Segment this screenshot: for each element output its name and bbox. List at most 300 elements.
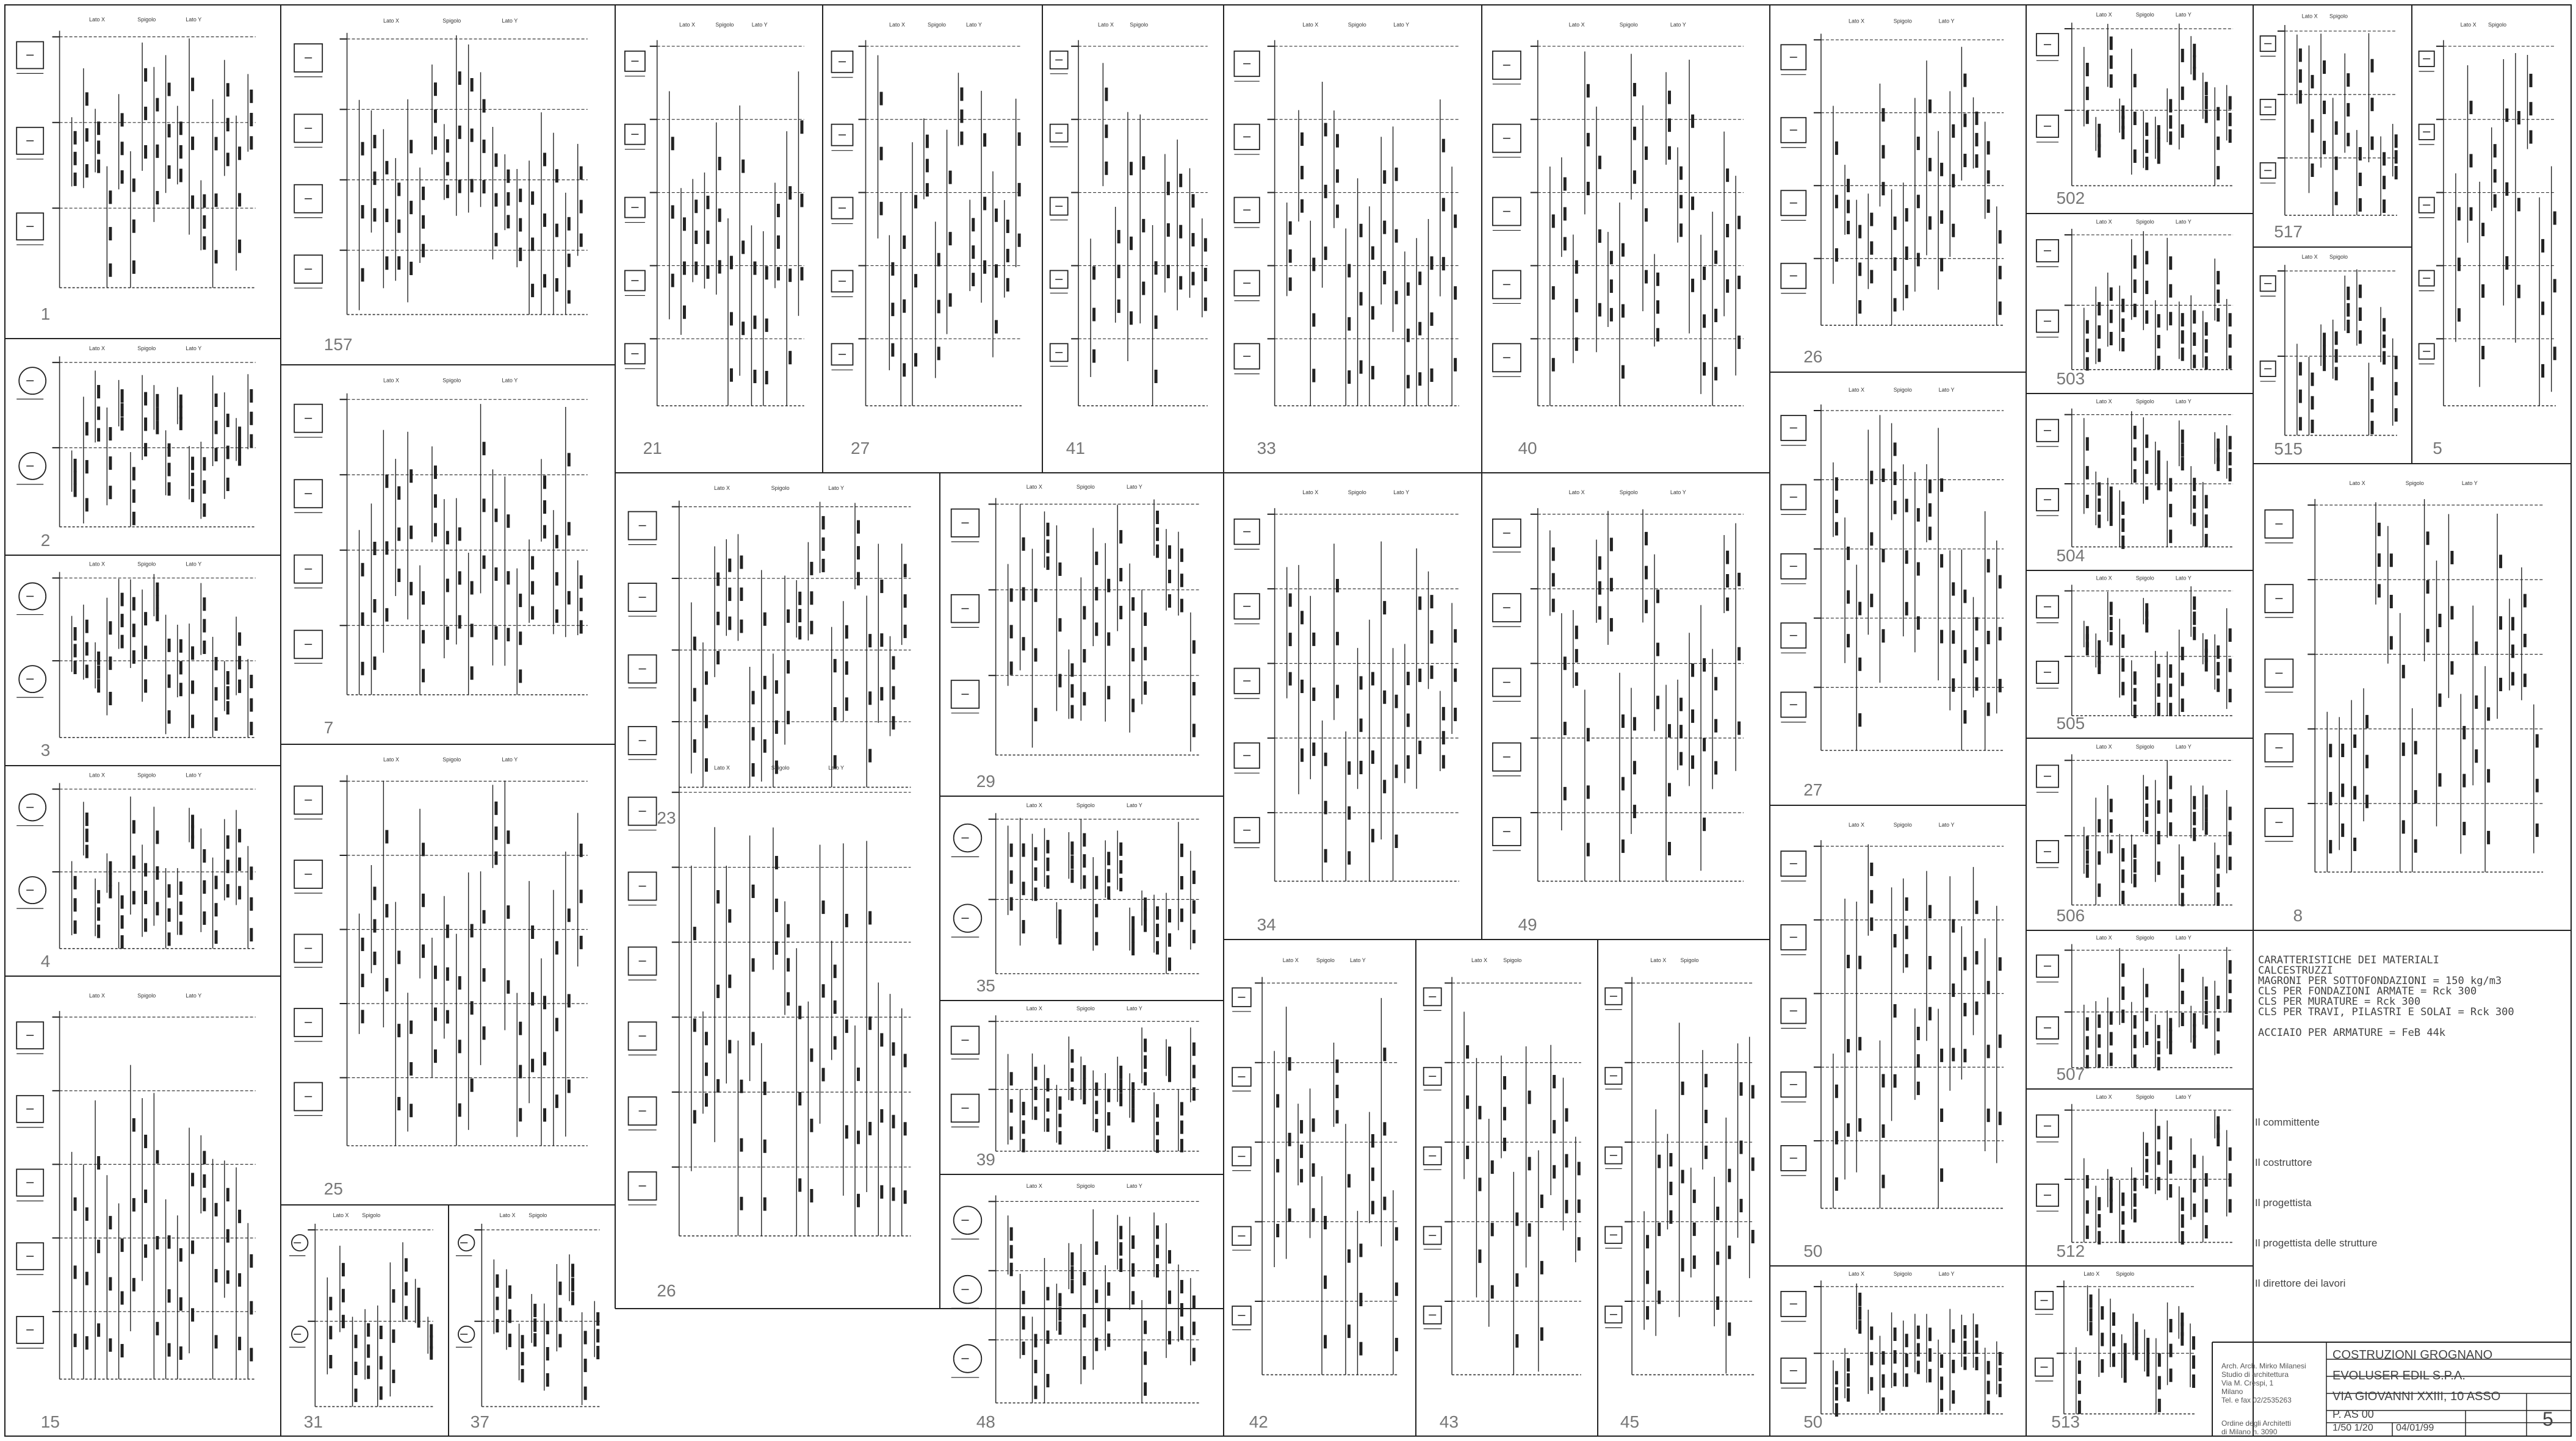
tag-label: Spigolo xyxy=(1893,1270,1912,1277)
rebar-label xyxy=(250,699,253,712)
rebar-label xyxy=(2121,1211,2124,1224)
column-panel xyxy=(16,772,256,971)
rebar-label xyxy=(1324,185,1327,198)
rebar-label xyxy=(2181,444,2184,457)
rebar-label xyxy=(496,1319,499,1332)
rebar-label xyxy=(1691,710,1694,723)
rebar-label xyxy=(250,1254,253,1268)
rebar-label xyxy=(1975,1002,1979,1015)
tag-label: Lato X xyxy=(2096,398,2112,405)
tag-label: Spigolo xyxy=(2135,935,2154,941)
rebar-label xyxy=(892,1187,895,1201)
rebar-label xyxy=(2193,627,2196,640)
rebar-label xyxy=(2181,1013,2184,1026)
rebar-label xyxy=(2121,519,2124,532)
rebar-label xyxy=(1348,761,1351,775)
rebar-label xyxy=(2134,844,2137,858)
tag-label: Spigolo xyxy=(442,377,461,384)
rebar-label xyxy=(1952,124,1955,138)
rebar-label xyxy=(904,625,907,638)
rebar-label xyxy=(1070,841,1073,855)
rebar-label xyxy=(2169,530,2172,543)
rebar-label xyxy=(109,621,112,634)
tag-label: Lato Y xyxy=(2461,480,2478,487)
rebar-label xyxy=(85,1272,88,1285)
rebar-label xyxy=(507,170,510,183)
rebar-label xyxy=(1881,182,1885,195)
rebar-label xyxy=(1633,83,1636,96)
rebar-label xyxy=(2323,332,2326,346)
rebar-label xyxy=(1575,261,1578,274)
rebar-label xyxy=(716,612,720,625)
rebar-label xyxy=(787,711,790,724)
rebar-label xyxy=(1894,442,1897,456)
rebar-label xyxy=(2505,182,2508,196)
rebar-label xyxy=(822,900,825,914)
column-panel xyxy=(1493,489,1744,934)
rebar-label xyxy=(2181,1231,2184,1245)
tag-label: Spigolo xyxy=(2488,21,2506,28)
rebar-label xyxy=(1940,1168,1943,1182)
rebar-label xyxy=(1070,1280,1073,1293)
rebar-label xyxy=(97,666,100,679)
rebar-label xyxy=(2347,303,2350,317)
rebar-label xyxy=(1905,1354,1908,1367)
rebar-label xyxy=(1905,954,1908,968)
rebar-label xyxy=(2121,338,2124,351)
tag-label: Lato X xyxy=(2096,218,2112,225)
rebar-label xyxy=(1587,728,1590,741)
tag-label: Lato X xyxy=(1026,802,1042,808)
rebar-label xyxy=(1681,1258,1684,1271)
panel-number: 5 xyxy=(2433,439,2442,458)
rebar-label xyxy=(2086,1200,2089,1213)
rebar-label xyxy=(1515,1212,1518,1226)
rebar-label xyxy=(2205,794,2208,808)
rebar-label xyxy=(179,639,182,653)
rebar-label xyxy=(531,556,534,570)
rebar-label xyxy=(1835,477,1838,491)
rebar-label xyxy=(507,830,510,844)
tag-label: Spigolo xyxy=(442,17,461,24)
rebar-label xyxy=(1905,208,1908,221)
rebar-label xyxy=(2395,150,2398,164)
rebar-label xyxy=(109,456,112,470)
panel-number: 31 xyxy=(303,1412,323,1431)
rebar-label xyxy=(2086,495,2089,508)
rebar-label xyxy=(800,267,803,281)
rebar-label xyxy=(405,1306,408,1320)
rebar-label xyxy=(2098,1231,2101,1245)
rebar-label xyxy=(471,1001,474,1015)
rebar-label xyxy=(2157,1177,2160,1190)
rebar-label xyxy=(584,1331,587,1344)
rebar-label xyxy=(215,687,218,700)
rebar-label xyxy=(1092,308,1095,322)
rebar-label xyxy=(215,421,218,434)
tag-label: Spigolo xyxy=(529,1212,547,1218)
rebar-label xyxy=(2158,1376,2161,1390)
tag-label: Lato X xyxy=(1302,21,1319,28)
legend-line: CLS PER MURATURE = Rck 300 xyxy=(2258,996,2421,1008)
tag-label: Lato X xyxy=(89,561,106,567)
rebar-label xyxy=(1975,112,1979,125)
rebar-label xyxy=(1963,957,1966,971)
rebar-label xyxy=(1466,1146,1469,1159)
rebar-label xyxy=(1740,1141,1743,1154)
rebar-label xyxy=(215,448,218,461)
rebar-label xyxy=(1705,1146,1708,1159)
column-panel xyxy=(1493,22,1744,458)
rebar-label xyxy=(1156,1140,1159,1153)
rebar-label xyxy=(2450,661,2453,675)
rebar-label xyxy=(2323,358,2326,371)
rebar-label xyxy=(2335,331,2338,345)
rebar-label xyxy=(1289,221,1292,235)
rebar-label xyxy=(1095,1338,1098,1351)
rebar-label xyxy=(914,353,917,367)
rebar-label xyxy=(2134,149,2137,163)
rebar-label xyxy=(1703,267,1706,280)
rebar-label xyxy=(580,889,583,903)
rebar-label xyxy=(2181,348,2184,361)
rebar-label xyxy=(1180,573,1183,587)
rebar-label xyxy=(857,1068,860,1081)
tag-label: Lato X xyxy=(1849,387,1865,393)
materials-legend xyxy=(2258,955,2563,1038)
rebar-label xyxy=(1587,182,1590,195)
rebar-label xyxy=(2157,1151,2160,1165)
rebar-label xyxy=(995,320,998,334)
rebar-label xyxy=(1395,229,1398,243)
rebar-label xyxy=(1300,1120,1303,1134)
rebar-label xyxy=(1454,708,1457,721)
rebar-label xyxy=(446,531,449,544)
rebar-label xyxy=(1858,658,1861,671)
tag-label: Spigolo xyxy=(1893,821,1912,828)
rebar-label xyxy=(2124,1356,2127,1370)
rebar-label xyxy=(409,201,413,214)
rebar-label xyxy=(2347,103,2350,117)
rebar-label xyxy=(1881,1375,1885,1388)
rebar-label xyxy=(1858,1293,1861,1306)
rebar-label xyxy=(168,463,171,476)
rebar-label xyxy=(1288,1057,1291,1071)
rebar-label xyxy=(1300,1145,1303,1158)
rebar-label xyxy=(2536,824,2539,837)
rebar-label xyxy=(2193,1155,2196,1168)
rebar-label xyxy=(238,680,241,693)
tag-label: Lato Y xyxy=(828,764,845,771)
rebar-label xyxy=(1952,1048,1955,1062)
rebar-label xyxy=(2205,356,2208,370)
tag-label: Spigolo xyxy=(2329,253,2348,260)
rebar-label xyxy=(695,262,698,275)
rebar-label xyxy=(1155,370,1158,383)
rebar-label xyxy=(74,876,77,889)
rebar-label xyxy=(2229,659,2232,672)
rebar-label xyxy=(2110,819,2113,833)
tag-label: Lato X xyxy=(2460,21,2477,28)
rebar-label xyxy=(2169,1137,2172,1150)
rebar-label xyxy=(215,930,218,944)
rebar-label xyxy=(716,890,720,904)
rebar-label xyxy=(1858,713,1861,727)
rebar-label xyxy=(2192,1375,2195,1388)
rebar-label xyxy=(728,617,731,630)
rebar-label xyxy=(2181,330,2184,343)
rebar-label xyxy=(1691,663,1694,677)
rebar-label xyxy=(1917,1054,1920,1068)
rebar-label xyxy=(215,903,218,916)
rebar-label xyxy=(1301,680,1304,693)
rebar-label xyxy=(2193,1179,2196,1193)
rebar-label xyxy=(342,1263,345,1276)
rebar-label xyxy=(1418,669,1421,682)
rebar-label xyxy=(543,996,546,1009)
rebar-label xyxy=(1395,1227,1398,1241)
rebar-label xyxy=(2110,617,2113,630)
rebar-label xyxy=(1703,362,1706,376)
rebar-label xyxy=(1180,1121,1183,1134)
rebar-label xyxy=(1740,1199,1743,1212)
rebar-label xyxy=(1395,168,1398,181)
rebar-label xyxy=(543,1109,546,1122)
rebar-label xyxy=(1192,930,1196,943)
rebar-label xyxy=(385,475,388,488)
rebar-label xyxy=(2217,458,2220,471)
rebar-label xyxy=(97,385,100,398)
rebar-label xyxy=(1940,1376,1943,1390)
rebar-label xyxy=(2134,426,2137,439)
column-panel xyxy=(2035,1271,2195,1431)
rebar-label xyxy=(2146,1363,2149,1376)
rebar-label xyxy=(1847,955,1850,968)
rebar-label xyxy=(373,542,376,555)
rebar-label xyxy=(74,471,77,484)
rebar-label xyxy=(1431,368,1434,382)
rebar-label xyxy=(1119,606,1122,619)
rebar-label xyxy=(1156,1122,1159,1135)
rebar-label xyxy=(2383,318,2386,331)
legend-line: ACCIAIO PER ARMATURE = FeB 44k xyxy=(2258,1027,2446,1039)
rebar-label xyxy=(2169,131,2172,145)
rebar-label xyxy=(1963,1357,1966,1370)
tag-label: Lato Y xyxy=(502,756,518,763)
rebar-label xyxy=(2086,1036,2089,1049)
rebar-label xyxy=(2193,812,2196,825)
rebar-label xyxy=(1999,1112,2002,1125)
rebar-label xyxy=(2078,1360,2081,1374)
rebar-label xyxy=(741,240,745,254)
rebar-label xyxy=(2450,551,2453,564)
rebar-label xyxy=(558,1282,561,1295)
tag-label: Lato X xyxy=(383,377,400,384)
rebar-label xyxy=(1553,1120,1556,1134)
rebar-label xyxy=(355,1389,358,1402)
rebar-label xyxy=(409,140,413,153)
rebar-label xyxy=(521,1335,524,1348)
rebar-label xyxy=(508,1285,511,1299)
rebar-label xyxy=(1371,829,1374,843)
tag-label: Lato X xyxy=(89,992,106,999)
rebar-label xyxy=(361,938,364,951)
rebar-label xyxy=(179,683,182,696)
rebar-label xyxy=(2193,1035,2196,1049)
rebar-label xyxy=(1610,308,1613,322)
rebar-label xyxy=(2311,119,2314,132)
rebar-label xyxy=(1407,329,1410,342)
rebar-label xyxy=(1917,508,1920,522)
rebar-label xyxy=(2157,464,2160,477)
rebar-label xyxy=(1528,1223,1531,1237)
rebar-label xyxy=(1894,1373,1897,1386)
rebar-label xyxy=(1622,839,1625,853)
rebar-label xyxy=(834,1036,837,1049)
tag-label: Lato X xyxy=(2096,744,2112,750)
rebar-label xyxy=(1371,1134,1374,1148)
rebar-label xyxy=(1142,282,1145,295)
rebar-label xyxy=(904,1122,907,1135)
rebar-label xyxy=(1336,1110,1339,1124)
rebar-label xyxy=(507,905,510,919)
rebar-label xyxy=(2145,619,2148,633)
rebar-label xyxy=(1737,276,1741,289)
tag-label: Lato Y xyxy=(2175,218,2192,225)
rebar-label xyxy=(1168,570,1171,583)
rebar-label xyxy=(507,514,510,528)
rebar-label xyxy=(422,843,425,856)
rebar-label xyxy=(2193,611,2196,625)
rebar-label xyxy=(1383,1122,1386,1135)
rebar-label xyxy=(1917,616,1920,630)
rebar-label xyxy=(2229,832,2232,845)
rebar-label xyxy=(1383,221,1386,234)
tag-label: Spigolo xyxy=(137,992,156,999)
rebar-label xyxy=(2205,495,2208,508)
rebar-label xyxy=(1963,1325,1966,1339)
rebar-label xyxy=(191,646,194,659)
rebar-label xyxy=(693,1018,696,1032)
rebar-label xyxy=(2145,123,2148,136)
rebar-label xyxy=(891,303,894,316)
rebar-label xyxy=(1006,220,1009,233)
rebar-label xyxy=(580,200,583,214)
rebar-label xyxy=(226,118,229,131)
rebar-label xyxy=(1881,1074,1885,1088)
rebar-label xyxy=(422,630,425,644)
rebar-label xyxy=(892,686,895,700)
column-panel xyxy=(456,1212,600,1431)
rebar-label xyxy=(568,254,571,267)
rebar-label xyxy=(132,855,135,869)
tag-label: Lato Y xyxy=(1670,489,1686,496)
rebar-label xyxy=(121,614,124,627)
rebar-label xyxy=(132,820,135,833)
rebar-label xyxy=(1383,601,1386,614)
rebar-label xyxy=(2169,312,2172,325)
rebar-label xyxy=(1070,1087,1073,1101)
rebar-label xyxy=(226,686,229,700)
rebar-label xyxy=(1371,306,1374,320)
rebar-label xyxy=(2145,140,2148,153)
studio-footer: di Milano n. 3090 xyxy=(2221,1428,2278,1436)
rebar-label xyxy=(1407,714,1410,727)
rebar-label xyxy=(2098,1015,2101,1028)
tag-label: Lato X xyxy=(333,1212,349,1218)
rebar-label xyxy=(2157,683,2160,697)
sheet-number: 5 xyxy=(2542,1408,2553,1430)
rebar-label xyxy=(1952,983,1955,997)
rebar-label xyxy=(1192,194,1195,207)
rebar-label xyxy=(1835,142,1838,155)
rebar-label xyxy=(2110,799,2113,812)
rebar-label xyxy=(2135,1322,2138,1335)
rebar-label xyxy=(1022,882,1025,895)
rebar-label xyxy=(342,1315,345,1328)
rebar-label xyxy=(417,1301,420,1314)
rebar-label xyxy=(2181,457,2184,470)
rebar-label xyxy=(1348,851,1351,864)
rebar-label xyxy=(2181,991,2184,1004)
rebar-label xyxy=(2365,755,2369,768)
rebar-label xyxy=(1144,647,1147,660)
rebar-label xyxy=(121,113,124,126)
rebar-label xyxy=(2121,986,2124,1000)
rebar-label xyxy=(2121,682,2124,695)
rebar-label xyxy=(85,128,88,142)
rebar-label xyxy=(1288,1133,1291,1146)
rebar-label xyxy=(329,1355,332,1368)
rebar-label xyxy=(1847,1389,1850,1402)
rebar-label xyxy=(683,217,686,231)
project-name: COSTRUZIONI GROGNANO xyxy=(2332,1348,2493,1362)
rebar-label xyxy=(880,1109,883,1123)
rebar-label xyxy=(2110,1177,2113,1190)
rebar-label xyxy=(1835,1387,1838,1401)
rebar-label xyxy=(1105,162,1108,175)
rebar-label xyxy=(2426,580,2430,594)
rebar-label xyxy=(2181,124,2184,138)
rebar-label xyxy=(2145,984,2148,997)
rebar-label xyxy=(1131,1235,1135,1249)
rebar-label xyxy=(2110,839,2113,853)
rebar-label xyxy=(1728,1323,1731,1336)
rebar-label xyxy=(494,626,497,639)
rebar-label xyxy=(1999,266,2002,279)
rebar-label xyxy=(2553,347,2556,360)
rebar-label xyxy=(1010,625,1013,638)
rebar-label xyxy=(2335,157,2338,170)
rebar-label xyxy=(1156,528,1159,541)
rebar-label xyxy=(765,318,768,332)
rebar-label xyxy=(868,634,871,647)
rebar-label xyxy=(2529,74,2532,87)
column-panel xyxy=(1424,957,1581,1431)
rebar-label xyxy=(97,890,100,904)
rebar-label xyxy=(507,571,510,584)
rebar-label xyxy=(1726,551,1729,564)
rebar-label xyxy=(1156,907,1159,920)
rebar-label xyxy=(2359,331,2362,344)
rebar-label xyxy=(1598,606,1601,620)
rebar-label xyxy=(1835,500,1838,513)
rebar-label xyxy=(1564,237,1567,251)
rebar-label xyxy=(1598,581,1601,595)
rebar-label xyxy=(2193,56,2196,69)
rebar-label xyxy=(2134,874,2137,887)
rebar-label xyxy=(2193,512,2196,526)
